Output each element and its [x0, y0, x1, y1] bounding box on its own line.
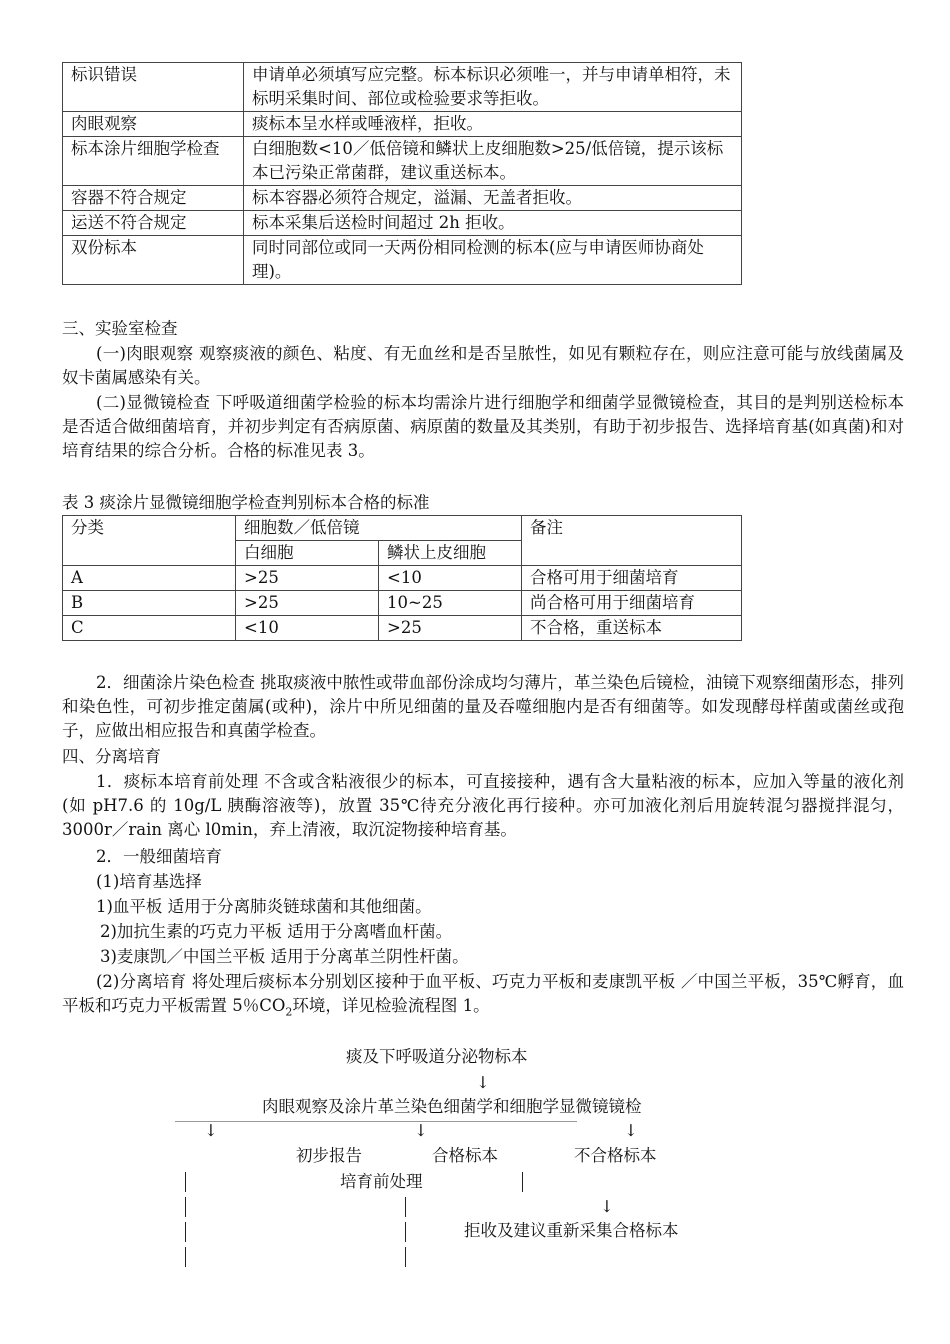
section-4-para-3: (1)培育基选择: [96, 872, 202, 891]
criterion-label: 双份标本: [63, 236, 244, 285]
header-class: 分类: [63, 516, 236, 566]
flow-node-unqualified: 不合格标本: [574, 1146, 657, 1165]
table-row: [63, 63, 742, 112]
class-cell: A: [63, 566, 236, 591]
section-4-para-2: 2．一般细菌培育: [96, 847, 222, 866]
table-row: [63, 236, 742, 285]
flow-arrow-5: ↓: [600, 1197, 614, 1216]
wbc-cell: >25: [236, 591, 379, 616]
flow-arrow-2: ↓: [204, 1121, 218, 1140]
flow-node-microscopy: 肉眼观察及涂片革兰染色细菌学和细胞学显微镜镜检: [262, 1097, 642, 1116]
section-4-para-6: 3)麦康凯／中国兰平板 适用于分离革兰阴性杆菌。: [100, 947, 469, 966]
flow-arrow-1: ↓: [476, 1073, 490, 1092]
header-epithelial: 鳞状上皮细胞: [379, 541, 522, 566]
section-4-para-7: (2)分离培育 将处理后痰标本分别划区接种于血平板、巧克力平板和麦康凯平板 ／中国兰平板，35℃孵育，血平板和巧克力平板需置 5％$CO_2$环境，详见检验流程图 1。: [62, 972, 904, 1019]
flow-node-reject: 拒收及建议重新采集合格标本: [464, 1221, 679, 1240]
criterion-label: 运送不符合规定: [63, 211, 244, 236]
table-3-caption: 表 3 痰涂片显微镜细胞学检查判别标本合格的标准: [62, 493, 430, 512]
section-4-para-4: 1)血平板 适用于分离肺炎链球菌和其他细菌。: [96, 897, 432, 916]
flow-connector: [405, 1247, 406, 1267]
section-3-para-1: (一)肉眼观察 观察痰液的颜色、粘度、有无血丝和是否呈脓性，如见有颗粒存在，则应注意可能与放线菌属及奴卡菌属感染有关。: [62, 344, 904, 387]
epithelial-cell: 10~25: [379, 591, 522, 616]
class-cell: C: [63, 616, 236, 641]
smear-criteria-table: [62, 515, 742, 641]
criterion-text: 申请单必须填写应完整。标本标识必须唯一，并与申请单相符，未标明采集时间、部位或检验要求等拒收。: [244, 63, 742, 112]
section-4-heading: 四、分离培育: [62, 747, 161, 766]
criterion-label: 容器不符合规定: [63, 186, 244, 211]
criterion-label: 肉眼观察: [63, 112, 244, 137]
flow-branch-line: [175, 1121, 577, 1122]
criterion-text: 同时同部位或同一天两份相同检测的标本(应与申请医师协商处理)。: [244, 236, 742, 285]
section-3-heading: 三、实验室检查: [62, 319, 178, 338]
rejection-criteria-table: [62, 62, 742, 285]
section-4-para-1: 1．痰标本培育前处理 不含或含粘液很少的标本，可直接接种，遇有含大量粘液的标本，应加入等量的液化剂(如 pH7.6 的 10g/L 胰酶溶液等)，放置 35℃待充分液化再行接种。亦可加液化剂后用旋转混匀器搅拌混匀，3000r／rain 离心 l0min，弃上清液，取沉淀物接种培育基。: [62, 772, 904, 839]
flow-connector: [522, 1172, 523, 1192]
table-row: [63, 186, 742, 211]
flow-node-preliminary-report: 初步报告: [296, 1146, 362, 1165]
table-row: [63, 137, 742, 186]
flow-node-specimen: 痰及下呼吸道分泌物标本: [346, 1047, 528, 1066]
section-4-para-5: 2)加抗生素的巧克力平板 适用于分离嗜血杆菌。: [100, 922, 453, 941]
epithelial-cell: <10: [379, 566, 522, 591]
flow-connector: [185, 1222, 186, 1242]
flow-connector: [405, 1222, 406, 1242]
flow-connector: [185, 1247, 186, 1267]
flow-arrow-3: ↓: [414, 1121, 428, 1140]
note-cell: 合格可用于细菌培育: [522, 566, 742, 591]
stain-check-para: 2．细菌涂片染色检查 挑取痰液中脓性或带血部份涂成均匀薄片，革兰染色后镜检，油镜下观察细菌形态，排列和染色性，可初步推定菌属(或种)，涂片中所见细菌的量及吞噬细胞内是否有细菌等。如发现酵母样菌或菌丝或孢子，应做出相应报告和真菌学检查。: [62, 673, 904, 740]
criterion-label: 标本涂片细胞学检查: [63, 137, 244, 186]
table-row: [63, 211, 742, 236]
class-cell: B: [63, 591, 236, 616]
criterion-text: 标本容器必须符合规定，溢漏、无盖者拒收。: [244, 186, 742, 211]
flow-arrow-4: ↓: [624, 1121, 638, 1140]
flow-connector: [185, 1172, 186, 1192]
criterion-text: 标本采集后送检时间超过 2h 拒收。: [244, 211, 742, 236]
header-wbc: 白细胞: [236, 541, 379, 566]
flow-connector: [185, 1197, 186, 1217]
header-cell-count: 细胞数／低倍镜: [236, 516, 522, 541]
epithelial-cell: >25: [379, 616, 522, 641]
table-row: [63, 591, 742, 616]
section-3-para-2: (二)显微镜检查 下呼吸道细菌学检验的标本均需涂片进行细胞学和细菌学显微镜检查，其目的是判别送检标本是否适合做细菌培育，并初步判定有否病原菌、病原菌的数量及其类别，有助于初步报告、选择培育基(如真菌)和对培育结果的综合分析。合格的标准见表 3。: [62, 393, 904, 460]
note-cell: 不合格，重送标本: [522, 616, 742, 641]
header-note: 备注: [522, 516, 742, 566]
criterion-text: 白细胞数<10／低倍镜和鳞状上皮细胞数>25/低倍镜，提示该标本已污染正常菌群，建议重送标本。: [244, 137, 742, 186]
wbc-cell: <10: [236, 616, 379, 641]
criterion-text: 痰标本呈水样或唾液样，拒收。: [244, 112, 742, 137]
flow-node-qualified: 合格标本: [432, 1146, 498, 1165]
criterion-label: 标识错误: [63, 63, 244, 112]
flow-node-pretreatment: 培育前处理: [340, 1172, 423, 1191]
table-row: [63, 566, 742, 591]
note-cell: 尚合格可用于细菌培育: [522, 591, 742, 616]
table-row: [63, 112, 742, 137]
table-row: [63, 616, 742, 641]
flow-connector: [405, 1197, 406, 1217]
wbc-cell: >25: [236, 566, 379, 591]
